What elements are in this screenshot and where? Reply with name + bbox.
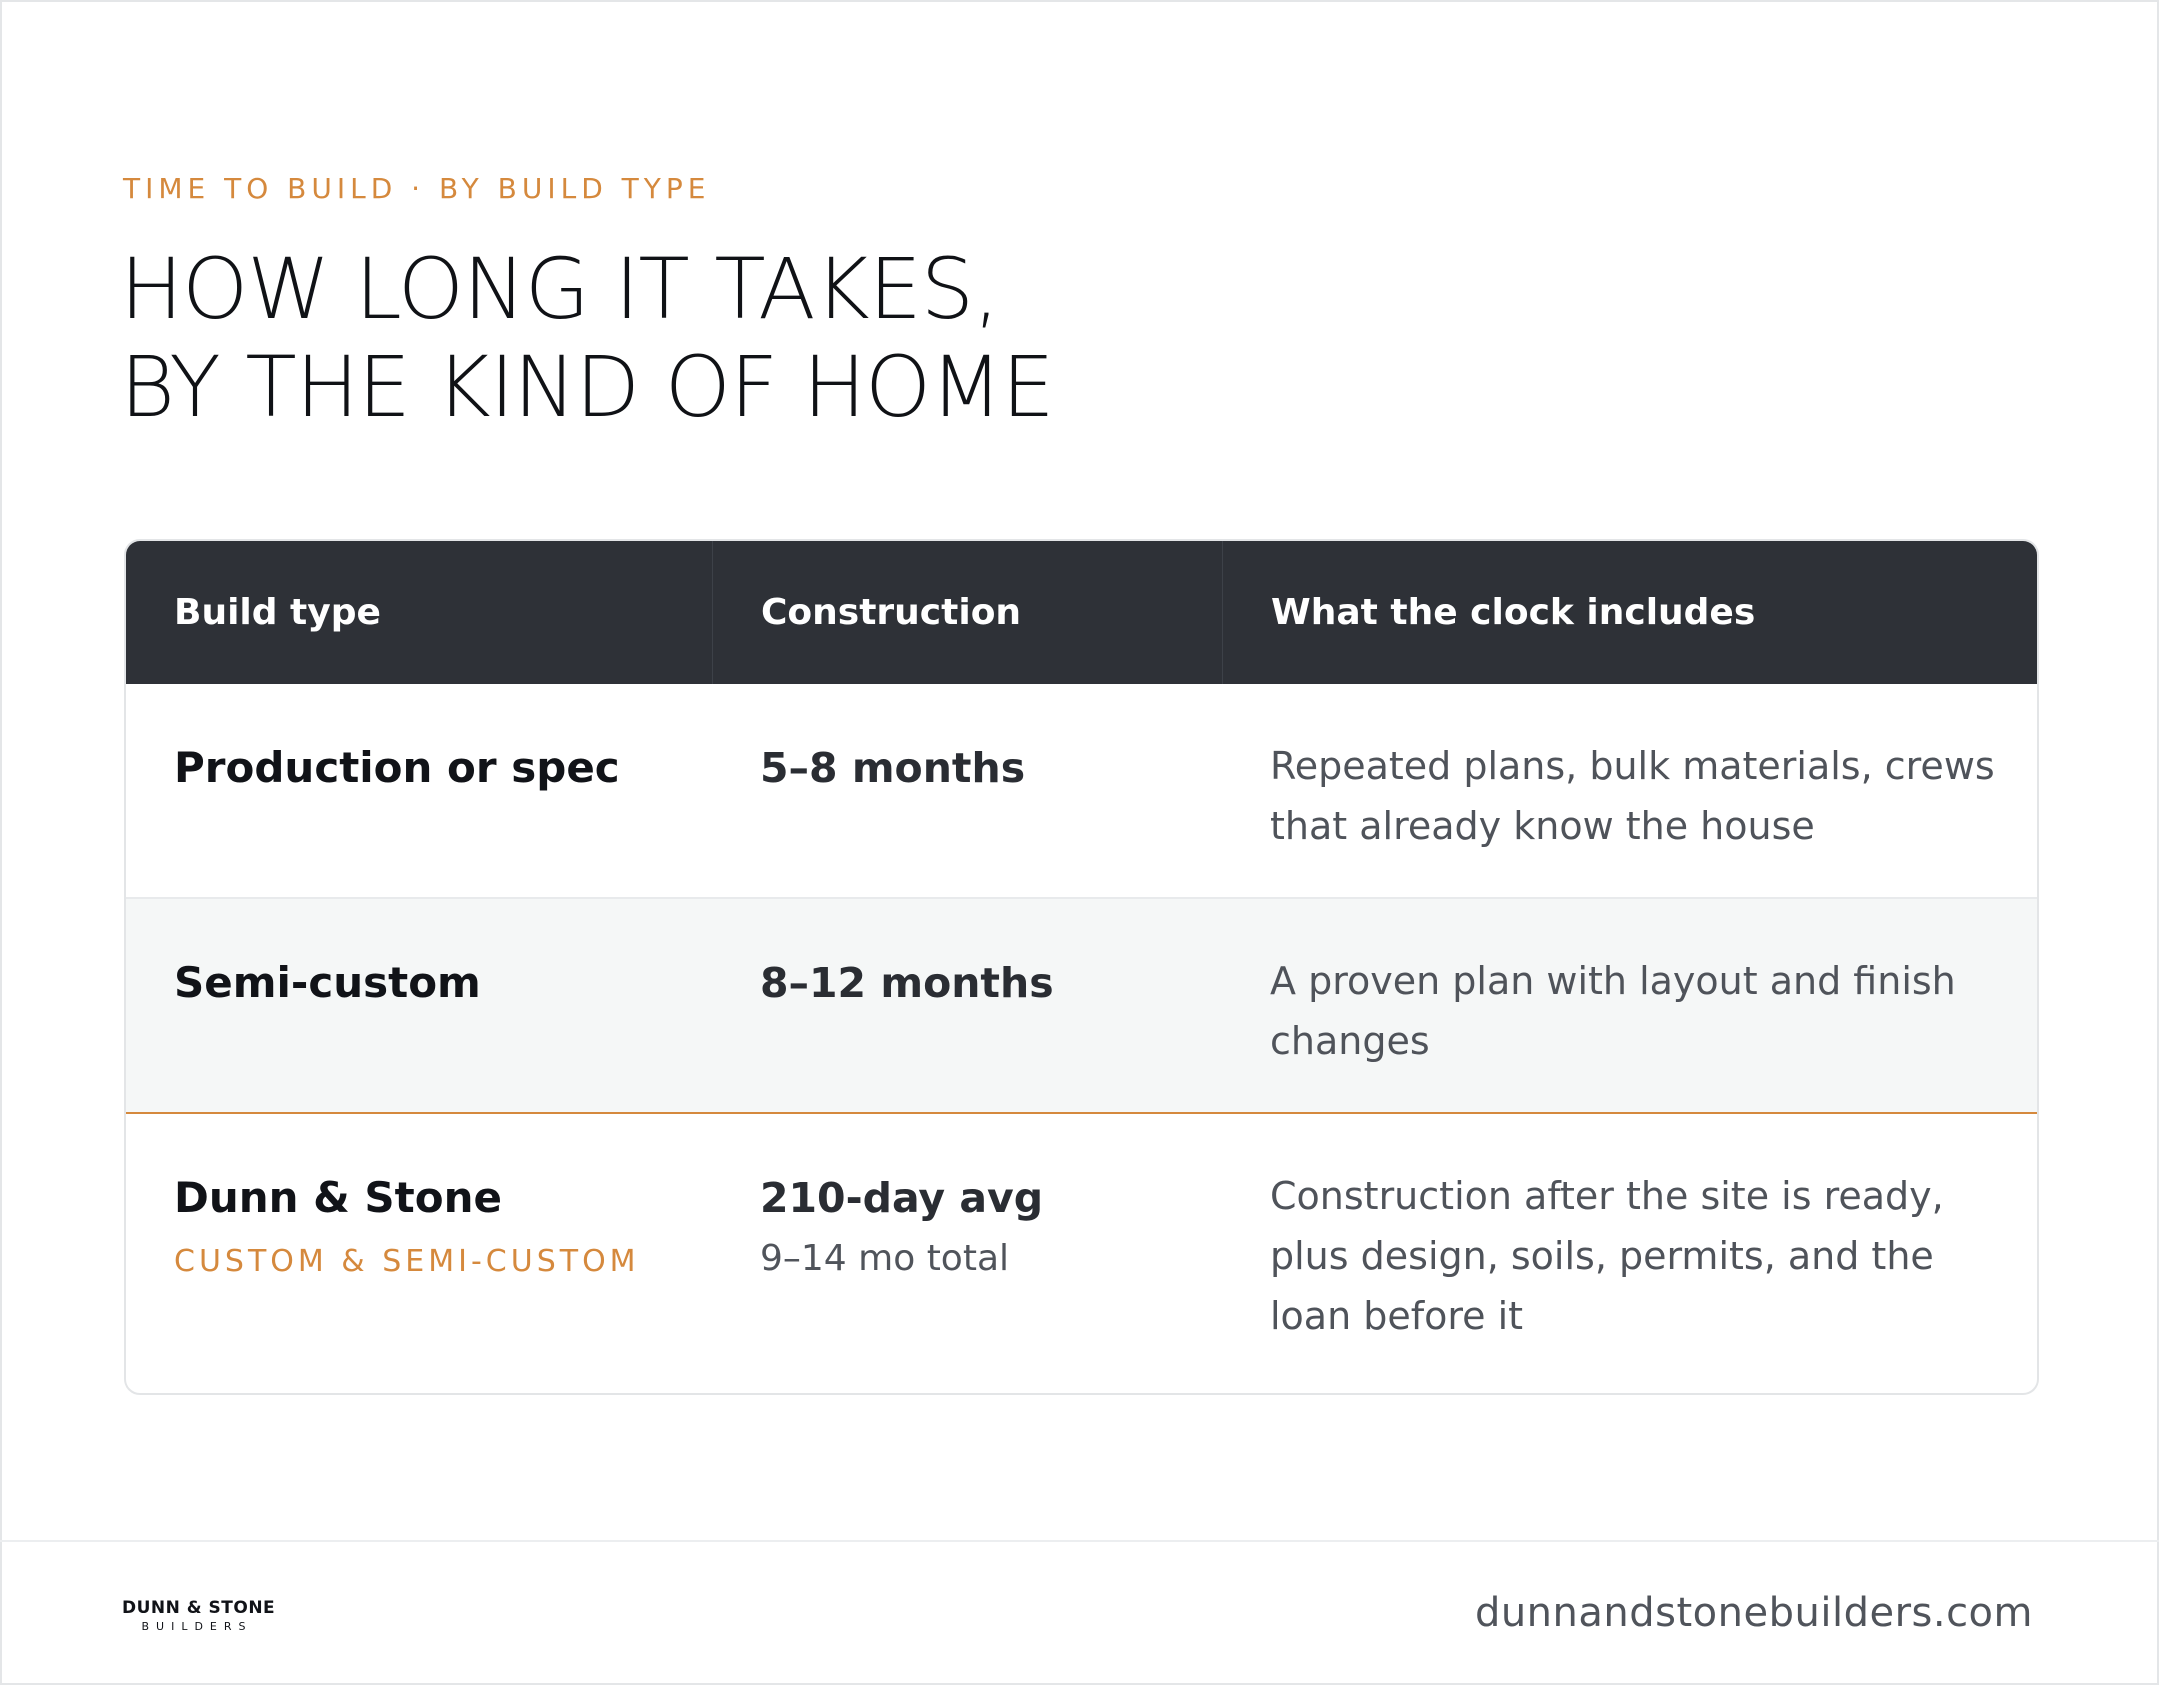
build-type-name: Semi-custom: [174, 958, 481, 1007]
table-row: [126, 899, 2037, 1114]
includes-cell: [1222, 1114, 2037, 1391]
build-type-name: Production or spec: [174, 743, 620, 792]
construction-cell: [712, 899, 1222, 1112]
brand-logo-name: DUNN & STONE: [122, 1598, 276, 1618]
construction-total: 9–14 mo total: [760, 1238, 1010, 1279]
column-header-construction: Construction: [712, 541, 1222, 684]
website-url: dunnandstonebuilders.com: [1474, 1590, 2033, 1636]
table-row: [126, 684, 2037, 899]
construction-duration: 210-day avg: [760, 1174, 1044, 1222]
eyebrow-label: TIME TO BUILD · BY BUILD TYPE: [123, 172, 711, 205]
includes-description: Construction after the site is ready, plus design, soils, permits, and the loan before it: [1270, 1174, 1944, 1338]
includes-cell: [1222, 899, 2037, 1112]
column-header-includes: What the clock includes: [1222, 541, 2037, 684]
page-title-line-1: HOW LONG IT TAKES,: [120, 240, 999, 338]
footer-divider: [0, 1540, 2159, 1542]
build-type-subtitle: CUSTOM & SEMI-CUSTOM: [174, 1244, 640, 1279]
construction-duration: 5–8 months: [760, 744, 1026, 792]
table-header-row: [126, 541, 2037, 684]
includes-cell: [1222, 684, 2037, 897]
page-title-line-2: BY THE KIND OF HOME: [120, 338, 1054, 436]
build-type-cell: [126, 684, 712, 897]
construction-duration: 8–12 months: [760, 959, 1054, 1007]
includes-description: Repeated plans, bulk materials, crews that already know the house: [1270, 744, 1995, 848]
page-title: [120, 240, 1054, 436]
brand-logo: [122, 1598, 276, 1633]
construction-cell: [712, 1114, 1222, 1391]
build-type-cell: [126, 899, 712, 1112]
includes-description: A proven plan with layout and finish changes: [1270, 959, 1956, 1063]
column-header-build-type: Build type: [174, 592, 381, 633]
build-type-cell: [126, 1114, 712, 1391]
construction-cell: [712, 684, 1222, 897]
build-type-name: Dunn & Stone: [174, 1173, 503, 1222]
brand-logo-sub: BUILDERS: [141, 1620, 253, 1633]
build-time-table: [124, 539, 2039, 1395]
table-row-highlight: [126, 1114, 2037, 1391]
